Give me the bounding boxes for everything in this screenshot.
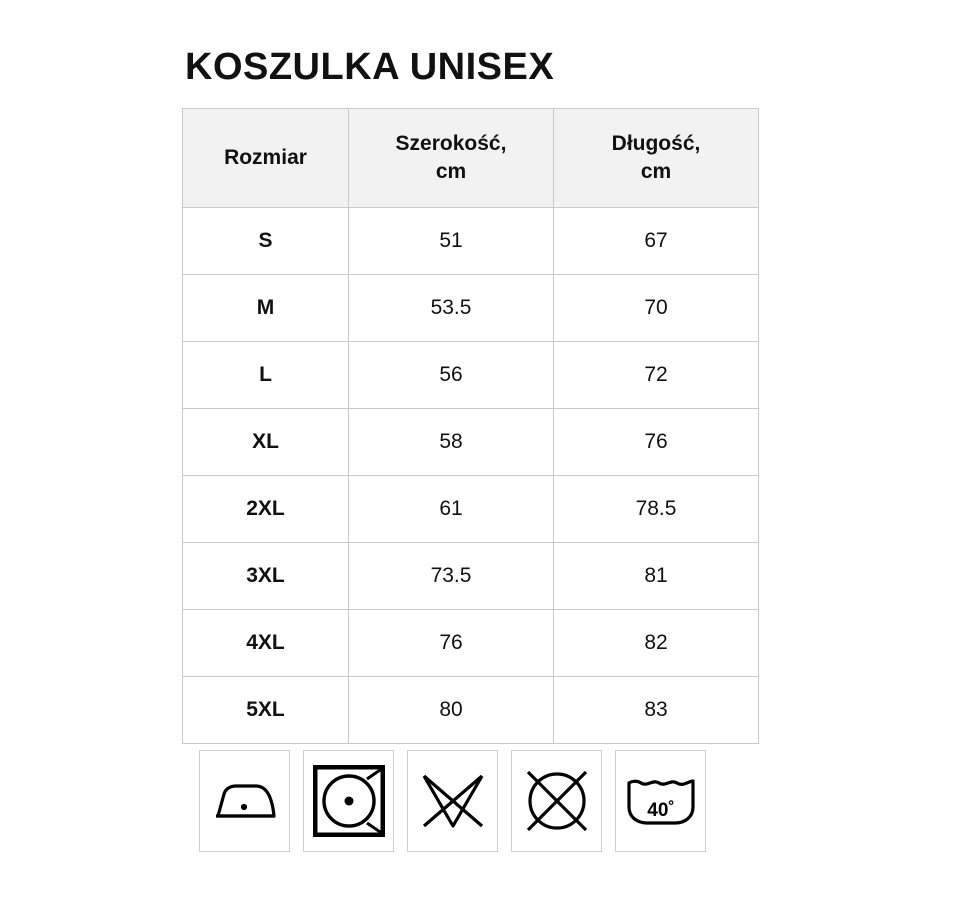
column-header-size-line1: Rozmiar [224, 145, 307, 169]
cell-length: 67 [554, 208, 759, 275]
iron-low-temperature-icon [212, 776, 278, 826]
cell-width: 56 [349, 342, 554, 409]
wash-40-degrees-icon [625, 773, 697, 829]
do-not-dry-clean-icon [522, 766, 592, 836]
column-header-width-line1: Szerokość, [395, 131, 507, 155]
page-title: KOSZULKA UNISEX [185, 46, 555, 88]
table-header-row [183, 109, 759, 208]
cell-length: 76 [554, 409, 759, 476]
column-header-length-line2: cm [640, 160, 672, 183]
table-row [183, 342, 759, 409]
cell-width: 61 [349, 476, 554, 543]
wash-temperature-label: 40˚ [646, 800, 675, 821]
care-instructions-row [199, 750, 706, 852]
cell-length: 81 [554, 543, 759, 610]
tumble-dry-normal-icon [313, 765, 385, 837]
cell-length: 82 [554, 610, 759, 677]
care-icon-iron [199, 750, 290, 852]
table-row [183, 610, 759, 677]
table-row [183, 275, 759, 342]
cell-size: 3XL [183, 543, 349, 610]
cell-length: 70 [554, 275, 759, 342]
column-header-width [349, 109, 554, 208]
column-header-length [554, 109, 759, 208]
cell-length: 83 [554, 677, 759, 744]
cell-size: XL [183, 409, 349, 476]
cell-width: 76 [349, 610, 554, 677]
cell-size: 2XL [183, 476, 349, 543]
cell-width: 73.5 [349, 543, 554, 610]
cell-width: 53.5 [349, 275, 554, 342]
care-icon-wash-40 [615, 750, 706, 852]
column-header-width-line2: cm [435, 160, 467, 183]
column-header-size [183, 109, 349, 208]
cell-length: 78.5 [554, 476, 759, 543]
cell-size: 5XL [183, 677, 349, 744]
column-header-length-line1: Długość, [611, 131, 701, 155]
table-row [183, 677, 759, 744]
cell-width: 51 [349, 208, 554, 275]
cell-width: 80 [349, 677, 554, 744]
care-icon-do-not-bleach [407, 750, 498, 852]
cell-size: 4XL [183, 610, 349, 677]
care-icon-do-not-dry-clean [511, 750, 602, 852]
cell-size: S [183, 208, 349, 275]
cell-length: 72 [554, 342, 759, 409]
table-row [183, 208, 759, 275]
table-row [183, 409, 759, 476]
care-icon-tumble-dry [303, 750, 394, 852]
cell-size: L [183, 342, 349, 409]
do-not-bleach-icon [418, 770, 488, 832]
table-row [183, 476, 759, 543]
table-row [183, 543, 759, 610]
size-table [182, 108, 759, 744]
cell-size: M [183, 275, 349, 342]
cell-width: 58 [349, 409, 554, 476]
